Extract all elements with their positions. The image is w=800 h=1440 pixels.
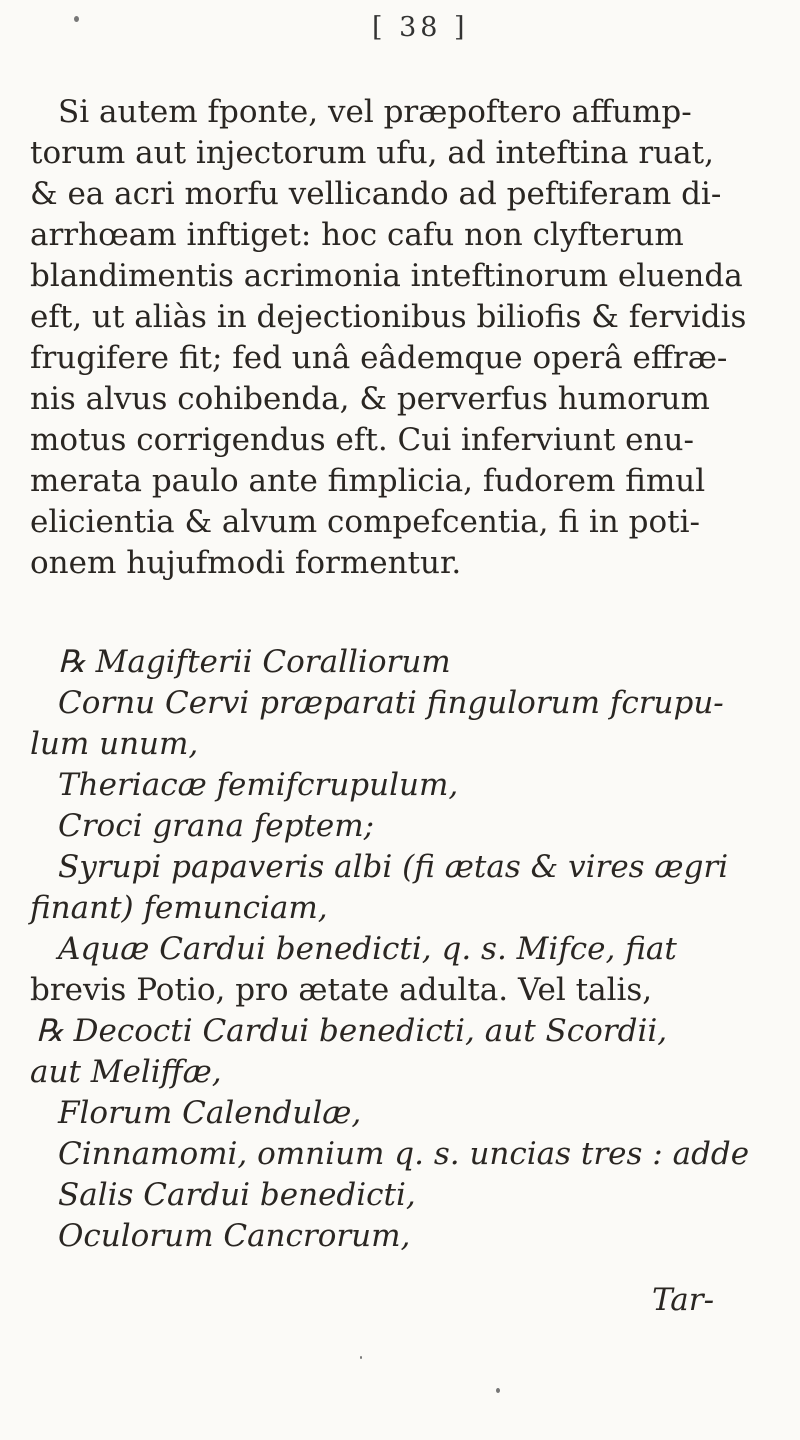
recipe-line: Syrupi papaveris albi (fi ætas & vires ægri xyxy=(58,849,729,885)
recipe-line: ℞ Magifterii Coralliorum xyxy=(58,644,451,680)
recipe-line: Cinnamomi, omnium q. s. uncias tres : adde xyxy=(58,1136,750,1172)
page-number: [ 38 ] xyxy=(372,12,469,43)
paragraph-line: elicientia & alvum compefcentia, fi in poti- xyxy=(30,504,700,540)
paragraph-line: frugifere fit; fed unâ eâdemque operâ effræ- xyxy=(30,340,728,376)
paper-speck xyxy=(360,1356,362,1359)
recipe-line: Aquæ Cardui benedicti, q. s. Mifce, fiat xyxy=(58,931,677,967)
paragraph-line: eft, ut aliàs in dejectionibus biliofis & fervidis xyxy=(30,299,747,335)
paragraph-line: merata paulo ante fimplicia, fudorem fimul xyxy=(30,463,706,499)
catchword: Tar- xyxy=(652,1282,715,1318)
paper-speck xyxy=(496,1388,500,1393)
recipe-line: lum unum, xyxy=(30,726,199,762)
paragraph-line: blandimentis acrimonia inteftinorum eluenda xyxy=(30,258,743,294)
paragraph-line: onem hujufmodi formentur. xyxy=(30,545,462,581)
recipe-line: finant) femunciam, xyxy=(30,890,328,926)
paragraph-line: nis alvus cohibenda, & perverfus humorum xyxy=(30,381,710,417)
recipe-line: Cornu Cervi præparati fingulorum fcrupu- xyxy=(58,685,724,721)
paper-speck xyxy=(74,16,79,22)
recipe-line: ℞ Decocti Cardui benedicti, aut Scordii, xyxy=(36,1013,668,1049)
recipe-line: brevis Potio, pro ætate adulta. Vel talis, xyxy=(30,972,653,1008)
recipe-line: Salis Cardui benedicti, xyxy=(58,1177,416,1213)
recipe-line: Theriacæ femifcrupulum, xyxy=(58,767,459,803)
paragraph-line: & ea acri morfu vellicando ad peftiferam di- xyxy=(30,176,722,212)
paragraph-line: arrhœam inftiget: hoc cafu non clyfterum xyxy=(30,217,684,253)
paragraph-line: torum aut injectorum ufu, ad inteftina ruat, xyxy=(30,135,714,171)
paragraph-line: motus corrigendus eft. Cui inferviunt enu- xyxy=(30,422,694,458)
recipe-line: aut Meliffæ, xyxy=(30,1054,222,1090)
recipe-line: Oculorum Cancrorum, xyxy=(58,1218,411,1254)
paragraph-line: Si autem fponte, vel præpoftero affump- xyxy=(58,94,692,130)
recipe-line: Croci grana feptem; xyxy=(58,808,375,844)
recipe-line: Florum Calendulæ, xyxy=(58,1095,362,1131)
